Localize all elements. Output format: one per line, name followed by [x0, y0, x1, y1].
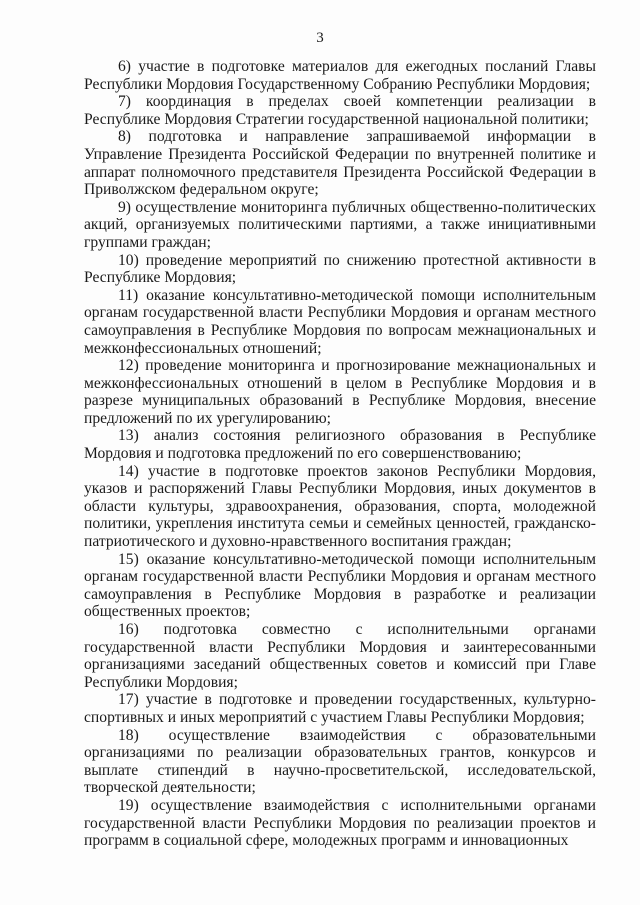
list-item-12: 12) проведение мониторинга и прогнозирование межнациональных и межконфессиональных отношений в целом в Республике Мордовия и в разрезе муниципальных образований в Республике Мордовия, внесение предложений по их урегулированию;	[84, 357, 596, 427]
list-item-7: 7) координация в пределах своей компетенции реализации в Республике Мордовия Стратегии государственной национальной политики;	[84, 93, 596, 128]
list-item-6: 6) участие в подготовке материалов для ежегодных посланий Главы Республики Мордовия Государственному Собранию Республики Мордовия;	[84, 58, 596, 93]
list-item-15: 15) оказание консультативно-методической помощи исполнительным органам государственной власти Республики Мордовия и органам местного самоуправления в Республике Мордовия в разработке и реализации общественных проектов;	[84, 550, 596, 621]
list-item-14: 14) участие в подготовке проектов законов Республики Мордовия, указов и распоряжений Главы Республики Мордовия, иных документов в области культуры, здравоохранения, образования, спорта, молодежной политики, укрепления института семьи и семейных ценностей, гражданско-патриотического и духовно-нравственного воспитания граждан;	[84, 462, 596, 551]
list-item-19: 19) осуществление взаимодействия с исполнительными органами государственной власти Республики Мордовия по реализации проектов и программ в социальной сфере, молодежных программ и инновационных	[84, 796, 596, 850]
list-item-18: 18) осуществление взаимодействия с образовательными организациями по реализации образовательных грантов, конкурсов и выплате стипендий в научно-просветительской, исследовательской, творческой деятельности;	[84, 726, 596, 797]
list-item-13: 13) анализ состояния религиозного образования в Республике Мордовия и подготовка предложений по его совершенствованию;	[84, 427, 596, 463]
list-item-9: 9) осуществление мониторинга публичных общественно-политических акций, организуемых политическими партиями, а также инициативными группами граждан;	[84, 198, 596, 251]
page-number: 3	[316, 30, 324, 46]
list-item-11: 11) оказание консультативно-методической помощи исполнительным органам государственной власти Республики Мордовия и органам местного самоуправления в Республике Мордовия по вопросам межнациональных и межконфессиональных отношений;	[84, 286, 596, 357]
list-item-8: 8) подготовка и направление запрашиваемой информации в Управление Президента Российской Федерации по внутренней политике и аппарат полномочного представителя Президента Российской Федерации в Приволжском федеральном округе;	[84, 128, 596, 199]
list-item-17: 17) участие в подготовке и проведении государственных, культурно-спортивных и иных мероприятий с участием Главы Республики Мордовия;	[84, 691, 596, 726]
list-item-16: 16) подготовка совместно с исполнительными органами государственной власти Республики Мордовия и заинтересованными организациями заседаний общественных советов и комиссий при Главе Республики Мордовия;	[84, 621, 596, 691]
list-item-10: 10) проведение мероприятий по снижению протестной активности в Республике Мордовия;	[84, 251, 596, 287]
document-body	[84, 58, 596, 850]
